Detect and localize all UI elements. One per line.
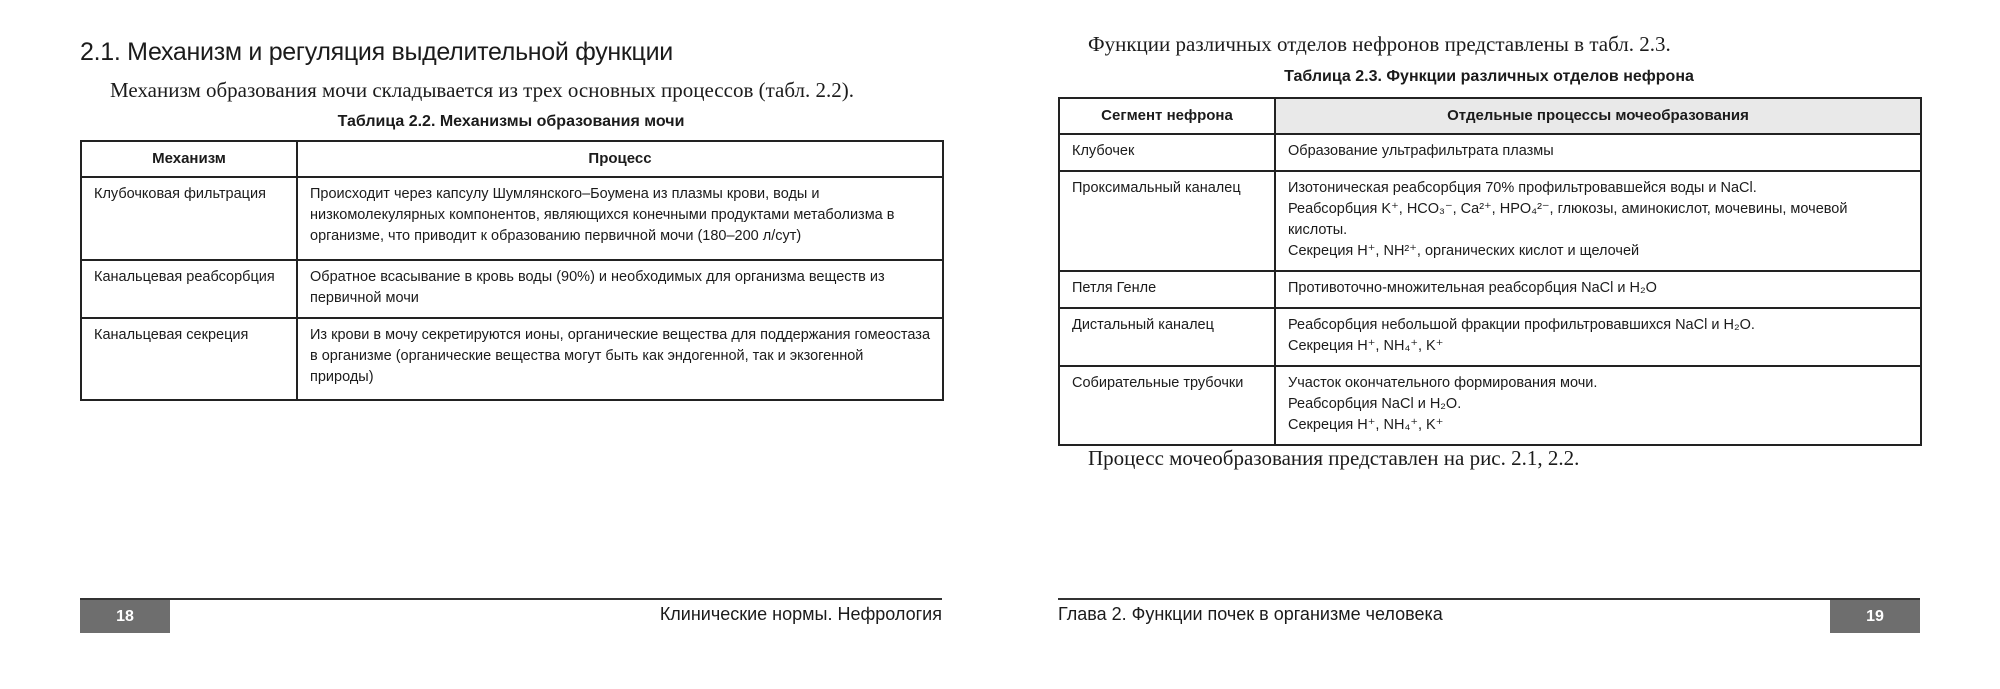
table-row — [81, 177, 943, 260]
process-line: Секреция H⁺, NH₄⁺, K⁺ — [1288, 416, 1444, 433]
right-intro-paragraph: Функции различных отделов нефронов представлены в табл. 2.3. — [1088, 32, 1671, 56]
table-2-3 — [1058, 97, 1922, 446]
mechanism-cell: Канальцевая секреция — [81, 318, 297, 400]
table-row — [1059, 366, 1921, 445]
table-row — [1059, 171, 1921, 271]
footer-rule — [1058, 598, 1920, 600]
processes-cell — [1275, 366, 1921, 445]
column-header-processes: Отдельные процессы мочеобразования — [1275, 98, 1921, 134]
running-title: Глава 2. Функции почек в организме человека — [1058, 604, 1443, 624]
table-row — [1059, 271, 1921, 308]
segment-cell: Петля Генле — [1059, 271, 1275, 308]
segment-cell: Собирательные трубочки — [1059, 366, 1275, 445]
table-header-row — [81, 141, 943, 177]
page-number: 18 — [80, 600, 170, 633]
process-line: Секреция H⁺, NH₄⁺, K⁺ — [1288, 337, 1444, 354]
processes-cell — [1275, 134, 1921, 171]
process-line: Образование ультрафильтрата плазмы — [1288, 142, 1554, 159]
segment-cell: Дистальный каналец — [1059, 308, 1275, 366]
mechanism-cell: Клубочковая фильтрация — [81, 177, 297, 260]
process-cell: Обратное всасывание в кровь воды (90%) и необходимых для организма веществ из первичной мочи — [297, 260, 943, 318]
column-header-segment: Сегмент нефрона — [1059, 98, 1275, 134]
section-title: 2.1. Механизм и регуляция выделительной функции — [80, 38, 673, 66]
table-row — [1059, 134, 1921, 171]
process-line: Участок окончательного формирования мочи. — [1288, 374, 1598, 391]
processes-cell — [1275, 308, 1921, 366]
table-row — [81, 260, 943, 318]
table-2-3-caption: Таблица 2.3. Функции различных отделов нефрона — [1284, 68, 1694, 85]
processes-cell — [1275, 171, 1921, 271]
table-header-row — [1059, 98, 1921, 134]
segment-cell: Клубочек — [1059, 134, 1275, 171]
process-line: Реабсорбция NaCl и H₂O. — [1288, 395, 1462, 412]
page-number: 19 — [1830, 600, 1920, 633]
left-intro-paragraph: Механизм образования мочи складывается из трех основных процессов (табл. 2.2). — [110, 78, 854, 102]
column-header-mechanism: Механизм — [81, 141, 297, 177]
process-line: Изотоническая реабсорбция 70% профильтровавшейся воды и NaCl. — [1288, 179, 1757, 196]
table-2-2 — [80, 140, 944, 401]
right-outro-paragraph: Процесс мочеобразования представлен на рис. 2.1, 2.2. — [1088, 446, 1580, 470]
table-2-2-caption: Таблица 2.2. Механизмы образования мочи — [337, 113, 685, 130]
segment-cell: Проксимальный каналец — [1059, 171, 1275, 271]
footer-rule — [80, 598, 942, 600]
right-page — [1000, 0, 2000, 689]
process-line: Противоточно-множительная реабсорбция NaCl и H₂O — [1288, 279, 1657, 296]
table-row — [1059, 308, 1921, 366]
process-line: Реабсорбция K⁺, HCO₃⁻, Ca²⁺, HPO₄²⁻, глюкозы, аминокислот, мочевины, мочевой кислоты. — [1288, 200, 1848, 238]
process-line: Секреция H⁺, NH²⁺, органических кислот и щелочей — [1288, 242, 1640, 259]
mechanism-cell: Канальцевая реабсорбция — [81, 260, 297, 318]
running-title: Клинические нормы. Нефрология — [659, 604, 942, 624]
table-row — [81, 318, 943, 400]
process-cell: Происходит через капсулу Шумлянского–Боумена из плазмы крови, воды и низкомолекулярных компонентов, являющихся конечными продуктами метаболизма в организме, что приводит к образованию первичной мочи (180–200 л/сут) — [297, 177, 943, 260]
process-line: Реабсорбция небольшой фракции профильтровавшихся NaCl и H₂O. — [1288, 316, 1755, 333]
processes-cell — [1275, 271, 1921, 308]
process-cell: Из крови в мочу секретируются ионы, органические вещества для поддержания гомеостаза в организме (органические вещества могут быть как эндогенной, так и экзогенной природы) — [297, 318, 943, 400]
column-header-process: Процесс — [297, 141, 943, 177]
